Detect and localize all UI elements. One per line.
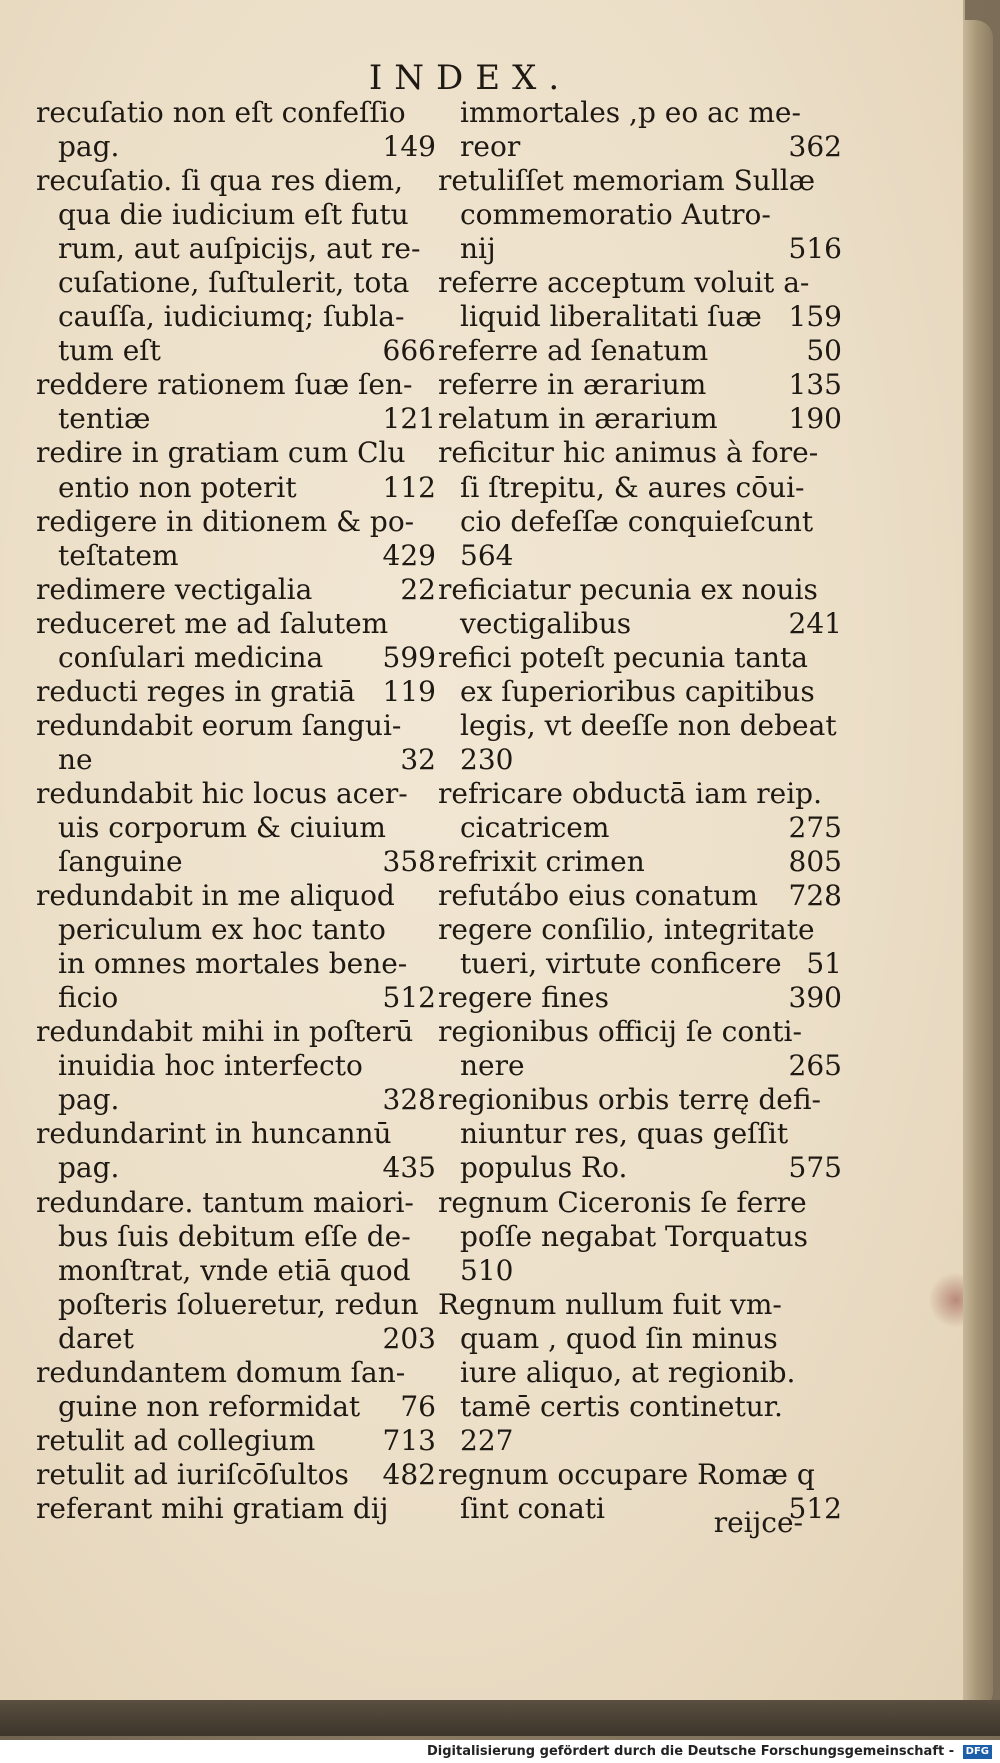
index-entry-line — [36, 1015, 436, 1049]
index-entry-line — [438, 505, 842, 539]
entry-text: bus ſuis debitum eſſe de- — [58, 1219, 411, 1253]
entry-text: commemoratio Autro- — [460, 198, 771, 232]
index-entry-line — [438, 981, 842, 1015]
index-column-left — [36, 96, 436, 1526]
index-entry-line — [36, 1151, 436, 1185]
page-number: 516 — [788, 232, 842, 266]
index-entry-line — [438, 1458, 842, 1492]
index-entry-line — [438, 879, 842, 913]
page-number: 362 — [788, 130, 842, 164]
index-entry-line — [438, 1083, 842, 1117]
page-number: 32 — [400, 742, 436, 776]
index-entry-line — [438, 947, 842, 981]
index-entry-line — [438, 777, 842, 811]
index-entry-line — [438, 334, 842, 368]
entry-text: retulit ad iuriſcōſultos — [36, 1457, 349, 1491]
page-number: 203 — [382, 1321, 436, 1355]
index-entry-line — [36, 1424, 436, 1458]
index-entry-line — [36, 436, 436, 470]
entry-text: refici poteſt pecunia tanta — [438, 640, 809, 674]
index-entry-line — [36, 607, 436, 641]
index-entry-line — [36, 402, 436, 436]
page-number: 328 — [382, 1083, 436, 1117]
index-entry-line — [36, 1083, 436, 1117]
entry-text: redundabit mihi in poſterū — [36, 1015, 414, 1049]
entry-text: ficio — [58, 981, 119, 1015]
index-entry-line — [438, 913, 842, 947]
index-entry-line — [438, 1322, 842, 1356]
entry-text: cauſſa, iudiciumq; ſubla- — [58, 300, 405, 334]
page-number: 358 — [382, 845, 436, 879]
page-number: 241 — [788, 606, 842, 640]
index-entry-line — [36, 743, 436, 777]
page-number: 482 — [382, 1457, 436, 1491]
index-entry-line — [36, 1117, 436, 1151]
index-entry-line — [36, 947, 436, 981]
index-entry-line — [36, 368, 436, 402]
index-entry-line — [36, 505, 436, 539]
entry-text: poſſe negabat Torquatus — [460, 1219, 809, 1253]
index-entry-line — [438, 266, 842, 300]
index-entry-line — [438, 1424, 842, 1458]
page-number: 119 — [382, 674, 436, 708]
index-entry-line — [438, 232, 842, 266]
entry-text: tueri, virtute conficere — [460, 947, 782, 981]
entry-text: refutábo eius conatum — [438, 879, 758, 913]
entry-text: refrixit crimen — [438, 845, 645, 879]
entry-text: cuſatione, ſuſtulerit, tota — [58, 266, 410, 300]
entry-text: ſint conati — [460, 1491, 605, 1525]
entry-text: pag. — [58, 1151, 120, 1185]
index-entry-line — [438, 743, 842, 777]
index-entry-line — [36, 96, 436, 130]
page-number: 429 — [382, 538, 436, 572]
entry-text: daret — [58, 1321, 134, 1355]
index-entry-line — [438, 1049, 842, 1083]
page-number: 599 — [382, 640, 436, 674]
entry-text: reduceret me ad ſalutem — [36, 606, 389, 640]
index-entry-line — [36, 913, 436, 947]
footer-text: Digitalisierung gefördert durch die Deutsche Forschungsgemeinschaft - — [426, 1744, 955, 1759]
index-entry-line — [438, 164, 842, 198]
entry-text: regionibus officij ſe conti- — [438, 1015, 802, 1049]
page-number: 265 — [788, 1049, 842, 1083]
entry-text: tum eſt — [58, 334, 161, 368]
entry-text: regnum Ciceronis ſe ferre — [438, 1185, 807, 1219]
index-entry-line — [36, 879, 436, 913]
entry-text: nere — [460, 1049, 525, 1083]
entry-text: reducti reges in gratiā — [36, 674, 356, 708]
index-entry-line — [438, 539, 842, 573]
entry-text: relatum in ærarium — [438, 402, 718, 436]
entry-text: reor — [460, 130, 521, 164]
book-fore-edge — [963, 20, 993, 1710]
entry-text: tamē certis continetur. — [460, 1389, 783, 1423]
entry-text: pag. — [58, 130, 120, 164]
entry-text: qua die iudicium eſt futu — [58, 198, 409, 232]
index-entry-line — [438, 96, 842, 130]
index-entry-line — [36, 198, 436, 232]
entry-text: redundare. tantum maiori- — [36, 1185, 414, 1219]
page-number: 390 — [788, 981, 842, 1015]
entry-text: Regnum nullum fuit vm- — [438, 1287, 782, 1321]
index-entry-line — [36, 1492, 436, 1526]
entry-text: quam , quod ſin minus — [460, 1321, 778, 1355]
index-entry-line — [36, 1049, 436, 1083]
page-number: 135 — [788, 368, 842, 402]
entry-text: iure aliquo, at regionib. — [460, 1355, 796, 1389]
entry-text: monſtrat, vnde etiā quod — [58, 1253, 411, 1287]
entry-text: redire in gratiam cum Clu — [36, 436, 406, 470]
index-entry-line — [438, 811, 842, 845]
entry-text: conſulari medicina — [58, 640, 324, 674]
index-entry-line — [36, 266, 436, 300]
index-entry-line — [36, 1458, 436, 1492]
index-entry-line — [36, 232, 436, 266]
index-entry-line — [36, 1390, 436, 1424]
index-entry-line — [438, 1254, 842, 1288]
book-bottom-edge — [0, 1700, 1000, 1736]
index-entry-line — [438, 845, 842, 879]
entry-text: redundarint in huncannū — [36, 1117, 392, 1151]
page-number: 575 — [788, 1151, 842, 1185]
index-entry-line — [36, 1186, 436, 1220]
entry-text: cio defeſſæ conquieſcunt — [460, 504, 814, 538]
funding-footer — [0, 1740, 1000, 1763]
entry-text: ex ſuperioribus capitibus — [460, 674, 815, 708]
entry-text: referre ad ſenatum — [438, 334, 709, 368]
index-entry-line — [36, 981, 436, 1015]
entry-text: entio non poterit — [58, 470, 297, 504]
index-entry-line — [438, 300, 842, 334]
page-number: 728 — [788, 879, 842, 913]
index-entry-line — [36, 811, 436, 845]
entry-text: vectigalibus — [460, 606, 632, 640]
page-number: 190 — [788, 402, 842, 436]
entry-text: 230 — [460, 742, 514, 776]
index-entry-line — [438, 1015, 842, 1049]
entry-text: pag. — [58, 1083, 120, 1117]
page-number: 149 — [382, 130, 436, 164]
entry-text: recuſatio. ſi qua res diem, — [36, 164, 403, 198]
page-number: 76 — [400, 1389, 436, 1423]
entry-text: in omnes mortales bene- — [58, 947, 408, 981]
index-column-right — [438, 96, 842, 1526]
entry-text: reddere rationem ſuæ ſen- — [36, 368, 413, 402]
entry-text: reficiatur pecunia ex nouis — [438, 572, 818, 606]
index-entry-line — [36, 845, 436, 879]
page-number: 512 — [382, 981, 436, 1015]
entry-text: redundabit hic locus acer- — [36, 776, 408, 810]
entry-text: regere fines — [438, 981, 609, 1015]
entry-text: periculum ex hoc tanto — [58, 913, 386, 947]
entry-text: nij — [460, 232, 496, 266]
entry-text: poſteris ſolueretur, redun — [58, 1287, 419, 1321]
entry-text: regnum occupare Romæ q — [438, 1457, 815, 1491]
index-entry-line — [438, 675, 842, 709]
index-entry-line — [438, 641, 842, 675]
entry-text: rum, aut auſpicijs, aut re- — [58, 232, 421, 266]
index-entry-line — [36, 471, 436, 505]
index-entry-line — [438, 1356, 842, 1390]
index-entry-line — [438, 1117, 842, 1151]
index-entry-line — [438, 1151, 842, 1185]
index-entry-line — [36, 1220, 436, 1254]
index-entry-line — [36, 539, 436, 573]
index-entry-line — [36, 641, 436, 675]
entry-text: 564 — [460, 538, 514, 572]
page-header: INDEX. — [368, 58, 572, 98]
index-entry-line — [36, 1288, 436, 1322]
entry-text: niuntur res, quas geſſit — [460, 1117, 789, 1151]
entry-text: redundabit eorum ſangui- — [36, 708, 402, 742]
entry-text: reficitur hic animus à fore- — [438, 436, 819, 470]
index-entry-line — [36, 300, 436, 334]
page-number: 435 — [382, 1151, 436, 1185]
index-entry-line — [36, 130, 436, 164]
entry-text: liquid liberalitati ſuæ — [460, 300, 762, 334]
page-number: 275 — [788, 810, 842, 844]
page-number: 51 — [806, 947, 842, 981]
entry-text: 227 — [460, 1423, 514, 1457]
index-entry-line — [438, 436, 842, 470]
page-number: 121 — [382, 402, 436, 436]
index-entry-line — [438, 1288, 842, 1322]
entry-text: recuſatio non eſt confeſſio — [36, 96, 406, 129]
index-entry-line — [438, 402, 842, 436]
page-number: 50 — [806, 334, 842, 368]
index-entry-line — [36, 334, 436, 368]
index-entry-line — [36, 164, 436, 198]
index-entry-line — [438, 573, 842, 607]
index-entry-line — [438, 1186, 842, 1220]
entry-text: regere conſilio, integritate — [438, 913, 815, 947]
page-number: 512 — [788, 1491, 842, 1525]
entry-text: referre acceptum voluit a- — [438, 266, 810, 300]
index-entry-line — [438, 1390, 842, 1424]
index-entry-line — [438, 198, 842, 232]
entry-text: redigere in ditionem & po- — [36, 504, 415, 538]
entry-text: retuliſſet memoriam Sullæ — [438, 164, 816, 198]
dfg-logo: DFG — [963, 1745, 992, 1759]
entry-text: redundabit in me aliquod — [36, 879, 395, 913]
entry-text: regionibus orbis terrę defi- — [438, 1083, 821, 1117]
page-number: 112 — [382, 470, 436, 504]
entry-text: uis corporum & ciuium — [58, 810, 386, 844]
entry-text: redimere vectigalia — [36, 572, 313, 606]
index-entry-line — [438, 368, 842, 402]
entry-text: inuidia hoc interfecto — [58, 1049, 363, 1083]
index-entry-line — [438, 130, 842, 164]
page-number: 22 — [400, 572, 436, 606]
entry-text: refricare obductā iam reip. — [438, 776, 822, 810]
index-entry-line — [36, 1322, 436, 1356]
entry-text: retulit ad collegium — [36, 1423, 316, 1457]
index-entry-line — [36, 675, 436, 709]
page-number: 159 — [788, 300, 842, 334]
page-number: 666 — [382, 334, 436, 368]
entry-text: immortales ,p eo ac me- — [460, 96, 801, 129]
page-number: 805 — [788, 845, 842, 879]
index-entry-line — [36, 1254, 436, 1288]
entry-text: ſi ſtrepitu, & aures cōui- — [460, 470, 805, 504]
catchword: reijce- — [713, 1506, 803, 1539]
entry-text: tentiæ — [58, 402, 151, 436]
entry-text: teſtatem — [58, 538, 179, 572]
entry-text: ſanguine — [58, 845, 183, 879]
entry-text: cicatricem — [460, 810, 610, 844]
entry-text: referant mihi gratiam dij — [36, 1491, 389, 1525]
index-entry-line — [438, 709, 842, 743]
index-entry-line — [36, 709, 436, 743]
entry-text: legis, vt deeſſe non debeat — [460, 708, 837, 742]
index-entry-line — [438, 1220, 842, 1254]
entry-text: referre in ærarium — [438, 368, 707, 402]
index-entry-line — [438, 471, 842, 505]
page-number: 713 — [382, 1423, 436, 1457]
index-entry-line — [36, 573, 436, 607]
entry-text: ne — [58, 742, 93, 776]
index-entry-line — [36, 777, 436, 811]
entry-text: redundantem domum ſan- — [36, 1355, 406, 1389]
index-entry-line — [438, 607, 842, 641]
entry-text: 510 — [460, 1253, 514, 1287]
entry-text: populus Ro. — [460, 1151, 628, 1185]
index-entry-line — [36, 1356, 436, 1390]
entry-text: guine non reformidat — [58, 1389, 361, 1423]
